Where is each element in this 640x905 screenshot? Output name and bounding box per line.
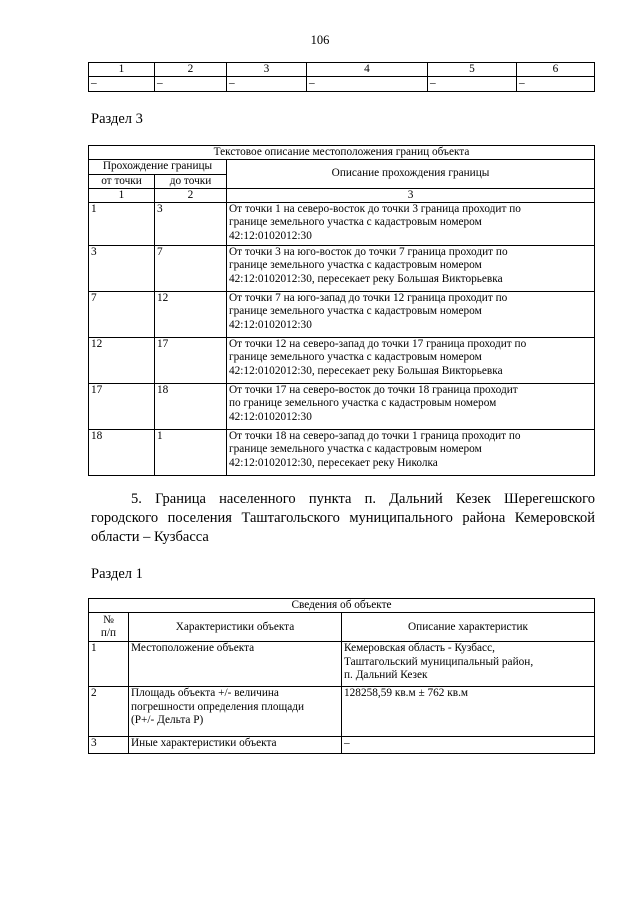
- table-cell: –: [227, 77, 307, 91]
- from-point-header: от точки: [89, 174, 155, 188]
- paragraph-line: области – Кузбасса: [91, 529, 209, 545]
- col-header: 3: [227, 63, 307, 77]
- paragraph-line: 5. Граница населенного пункта п. Дальний Кезек Шерегешского: [131, 491, 595, 507]
- column-number: 1: [89, 188, 155, 202]
- to-point: 3: [155, 203, 227, 246]
- boundary-description: [227, 384, 595, 430]
- number-sign: №: [103, 614, 114, 626]
- description-line: 128258,59 кв.м ± 762 кв.м: [344, 687, 469, 700]
- from-point: 1: [89, 203, 155, 246]
- characteristic-line: Иные характеристики объекта: [131, 737, 277, 750]
- description-line: От точки 3 на юго-восток до точки 7 граница проходит по: [229, 246, 508, 259]
- table-cell: –: [517, 77, 595, 91]
- description-line: границе земельного участка с кадастровым номером: [229, 443, 482, 456]
- characteristic-description: [342, 687, 595, 737]
- to-point: 17: [155, 338, 227, 384]
- table-row: [89, 430, 595, 476]
- description-line: Кемеровская область - Кузбасс,: [344, 642, 495, 655]
- characteristic-description: [342, 642, 595, 687]
- description-line: Таштагольский муниципальный район,: [344, 655, 534, 668]
- boundary-description: [227, 292, 595, 338]
- boundary-description-table: [88, 145, 595, 476]
- boundary-description: [227, 203, 595, 246]
- col-header: 1: [89, 63, 155, 77]
- description-line: границе земельного участка с кадастровым номером: [229, 216, 482, 229]
- table-cell: –: [428, 77, 517, 91]
- boundary-description: [227, 246, 595, 292]
- table-row: [89, 292, 595, 338]
- from-point: 7: [89, 292, 155, 338]
- characteristic: [129, 642, 342, 687]
- number-header: [89, 613, 129, 642]
- from-point: 12: [89, 338, 155, 384]
- description-line: –: [344, 737, 350, 750]
- table-row: [89, 384, 595, 430]
- col-header: 4: [307, 63, 428, 77]
- table-title: Сведения об объекте: [89, 599, 595, 613]
- description-line: границе земельного участка с кадастровым номером: [229, 351, 482, 364]
- column-number: 2: [155, 188, 227, 202]
- continuation-table: [88, 62, 595, 92]
- to-point: 1: [155, 430, 227, 476]
- from-point: 17: [89, 384, 155, 430]
- characteristics-header: Характеристики объекта: [129, 613, 342, 642]
- boundary-description: [227, 338, 595, 384]
- col-header: 2: [155, 63, 227, 77]
- to-point: 7: [155, 246, 227, 292]
- table-row: [89, 338, 595, 384]
- description-line: От точки 12 на северо-запад до точки 17 граница проходит по: [229, 338, 527, 351]
- description-line: по границе земельного участка с кадастровым номером: [229, 397, 497, 410]
- number-abbr: п/п: [100, 627, 117, 640]
- table-row: [89, 642, 595, 687]
- col-header: 6: [517, 63, 595, 77]
- description-line: границе земельного участка с кадастровым номером: [229, 259, 482, 272]
- characteristic: [129, 737, 342, 754]
- from-point: 18: [89, 430, 155, 476]
- to-point: 12: [155, 292, 227, 338]
- paragraph-line: городского поселения Таштагольского муниципального района Кемеровской: [91, 510, 595, 526]
- object-info-table: [88, 598, 595, 754]
- table-row: [89, 737, 595, 754]
- table-cell: –: [307, 77, 428, 91]
- characteristic-line: Местоположение объекта: [131, 642, 255, 655]
- passage-header: Прохождение границы: [89, 160, 227, 174]
- from-point: 3: [89, 246, 155, 292]
- col-header: 5: [428, 63, 517, 77]
- table-row: [89, 687, 595, 737]
- section-heading: Раздел 1: [91, 566, 143, 582]
- characteristic-line: Площадь объекта +/- величина: [131, 687, 279, 700]
- description-line: 42:12:0102012:30, пересекает реку Николка: [229, 456, 438, 469]
- description-line: От точки 7 на юго-запад до точки 12 граница проходит по: [229, 292, 508, 305]
- description-line: п. Дальний Кезек: [344, 668, 428, 681]
- description-line: 42:12:0102012:30, пересекает реку Большая Викторьевка: [229, 272, 503, 285]
- to-point-header: до точки: [155, 174, 227, 188]
- table-row: [89, 203, 595, 246]
- characteristic-description: [342, 737, 595, 754]
- description-line: От точки 17 на северо-восток до точки 18 граница проходит: [229, 384, 518, 397]
- table-cell: –: [155, 77, 227, 91]
- description-line: От точки 18 на северо-запад до точки 1 граница проходит по: [229, 430, 521, 443]
- description-line: От точки 1 на северо-восток до точки 3 граница проходит по: [229, 203, 521, 216]
- description-line: 42:12:0102012:30: [229, 410, 312, 423]
- row-number: 3: [89, 737, 129, 754]
- characteristic: [129, 687, 342, 737]
- table-cell: –: [89, 77, 155, 91]
- to-point: 18: [155, 384, 227, 430]
- description-line: 42:12:0102012:30, пересекает реку Большая Викторьевка: [229, 364, 503, 377]
- description-line: 42:12:0102012:30: [229, 229, 312, 242]
- table-row: [89, 246, 595, 292]
- table-title: Текстовое описание местоположения границ объекта: [89, 146, 595, 160]
- column-number: 3: [227, 188, 595, 202]
- row-number: 1: [89, 642, 129, 687]
- row-number: 2: [89, 687, 129, 737]
- description-header: Описание характеристик: [342, 613, 595, 642]
- boundary-description: [227, 430, 595, 476]
- paragraph-5: [91, 490, 595, 547]
- section-heading: Раздел 3: [91, 111, 143, 127]
- description-line: границе земельного участка с кадастровым номером: [229, 305, 482, 318]
- characteristic-line: (Р+/- Дельта Р): [131, 713, 204, 726]
- description-header: Описание прохождения границы: [227, 160, 595, 189]
- page-number: 106: [310, 33, 330, 47]
- description-line: 42:12:0102012:30: [229, 318, 312, 331]
- characteristic-line: погрешности определения площади: [131, 700, 305, 713]
